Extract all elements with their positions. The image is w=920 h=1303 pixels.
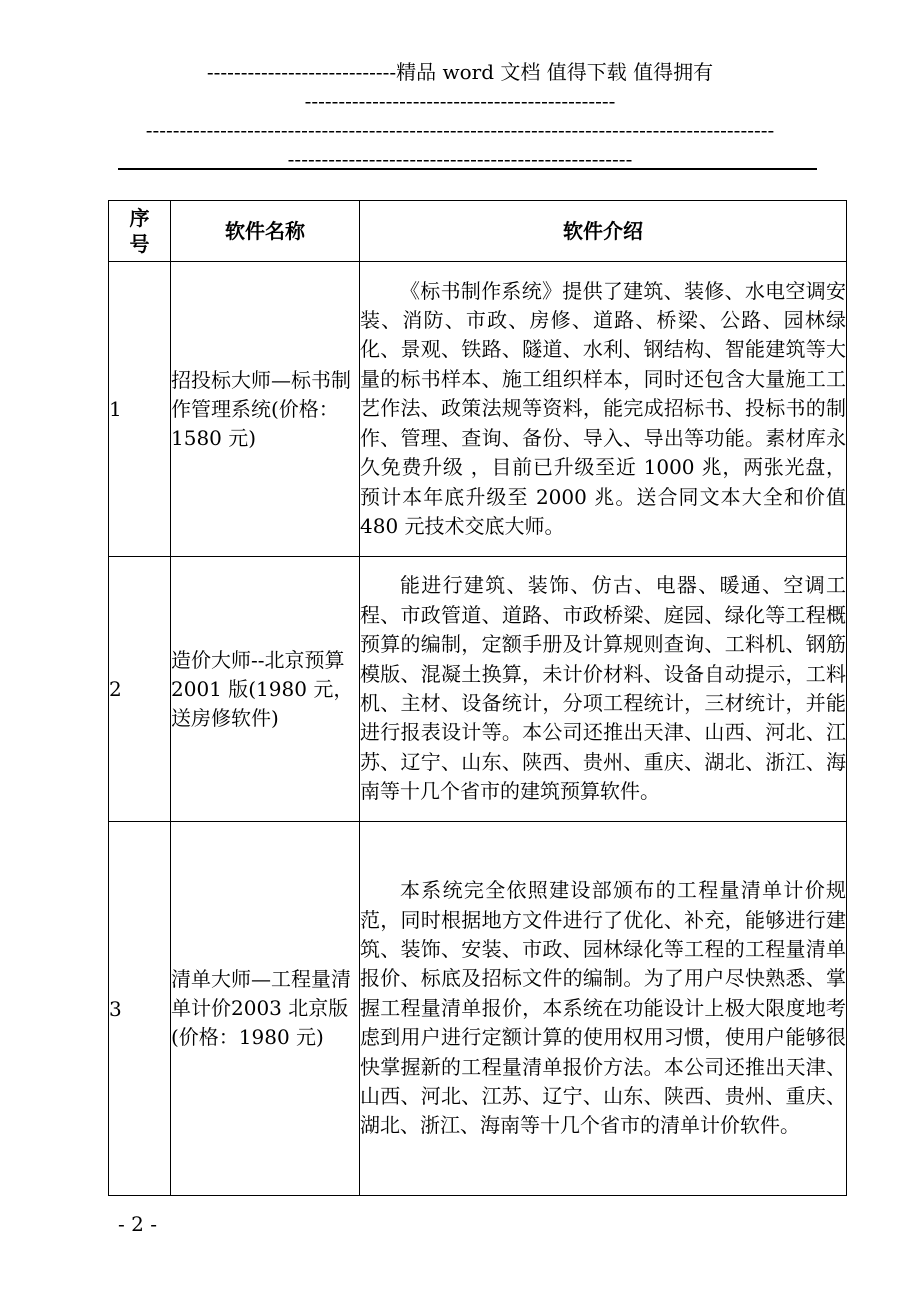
table-row: [109, 262, 847, 557]
header-software-name: 软件名称: [171, 201, 360, 262]
header-divider: [118, 168, 817, 170]
table-header-row: [109, 201, 847, 262]
software-name: 清单大师—工程量清单计价2003 北京版(价格：1980 元): [171, 822, 360, 1196]
row-number: 1: [109, 262, 171, 557]
software-description: [360, 557, 847, 822]
software-description: [360, 262, 847, 557]
software-name: 招投标大师—标书制作管理系统(价格：1580 元): [171, 262, 360, 557]
header-serial-number: 序号: [109, 201, 171, 262]
description-text: 《标书制作系统》提供了建筑、装修、水电空调安装、消防、市政、房修、道路、桥梁、公路、园林绿化、景观、铁路、隧道、水利、钢结构、智能建筑等大量的标书样本、施工组织样本，同时还包含大量施工工艺作法、政策法规等资料，能完成招标书、投标书的制作、管理、查询、备份、导入、导出等功能。素材库永久免费升级 ，目前已升级至近 1000 兆，两张光盘，预计本年底升级至 2000 兆。送合同文本大全和价值 480 元技术交底大师。: [360, 278, 846, 538]
header-line-3: ---------------------------------------------------------------------------------------------: [145, 118, 775, 142]
header-line-2: ----------------------------------------------: [304, 89, 616, 113]
page-number: - 2 -: [118, 1212, 157, 1236]
software-table: [108, 200, 847, 1196]
table-row: [109, 822, 847, 1196]
row-number: 2: [109, 557, 171, 822]
header-line-4: ---------------------------------------------------: [287, 147, 633, 171]
header-line-1: ----------------------------精品 word 文档 值得下载 值得拥有: [206, 60, 714, 84]
software-name: 造价大师--北京预算 2001 版(1980 元，送房修软件): [171, 557, 360, 822]
description-text: 本系统完全依照建设部颁布的工程量清单计价规范，同时根据地方文件进行了优化、补充，能够进行建筑、装饰、安装、市政、园林绿化等工程的工程量清单报价、标底及招标文件的编制。为了用户尽快熟悉、掌握工程量清单报价，本系统在功能设计上极大限度地考虑到用户进行定额计算的使用权用习惯，使用户能够很快掌握新的工程量清单报价方法。本公司还推出天津、山西、河北、江苏、辽宁、山东、陕西、贵州、重庆、湖北、浙江、海南等十几个省市的清单计价软件。: [360, 878, 846, 1138]
description-text: 能进行建筑、装饰、仿古、电器、暖通、空调工程、市政管道、道路、市政桥梁、庭园、绿化等工程概预算的编制，定额手册及计算规则查询、工料机、钢筋模版、混凝土换算，未计价材料、设备自动提示，工料机、主材、设备统计，分项工程统计，三材统计，并能进行报表设计等。本公司还推出天津、山西、河北、江苏、辽宁、山东、陕西、贵州、重庆、湖北、浙江、海南等十几个省市的建筑预算软件。: [360, 573, 846, 804]
page-header: [0, 58, 920, 174]
software-description: [360, 822, 847, 1196]
row-number: 3: [109, 822, 171, 1196]
header-software-intro: 软件介绍: [360, 201, 847, 262]
table-row: [109, 557, 847, 822]
